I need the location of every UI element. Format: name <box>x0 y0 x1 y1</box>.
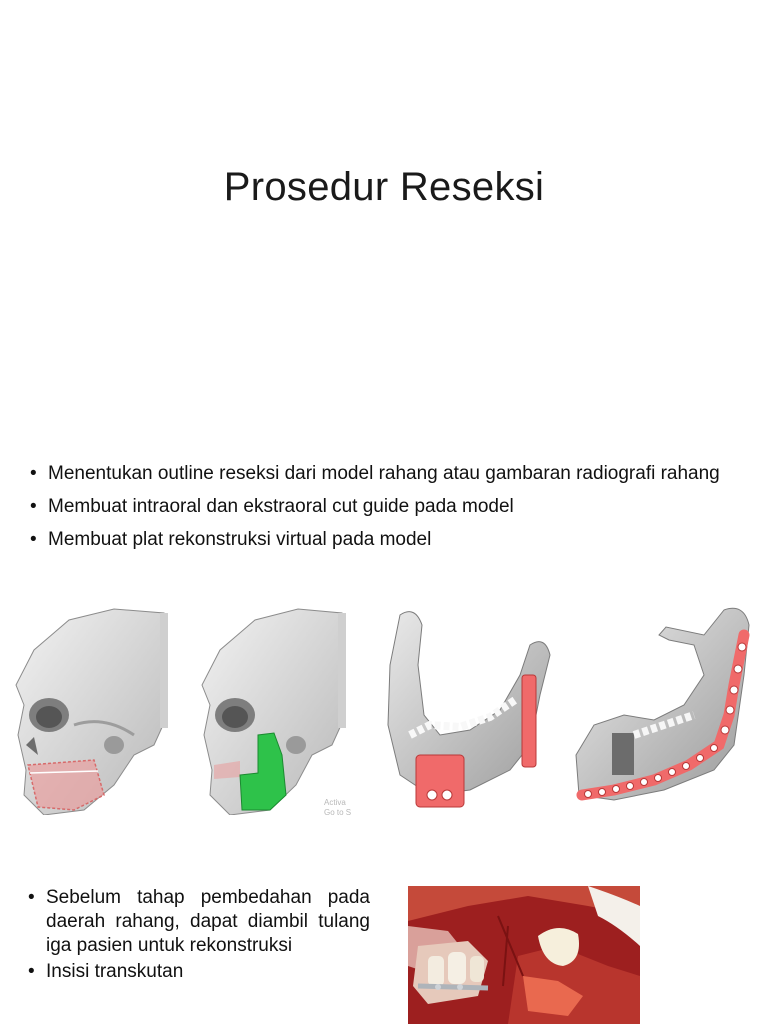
activation-watermark <box>324 798 351 818</box>
surgery-photo-icon <box>408 886 640 1024</box>
skull-cut-guide-icon <box>200 605 350 815</box>
watermark-line: Go to S <box>324 808 352 817</box>
watermark-line: Activa <box>324 798 346 807</box>
bullet-list-secondary <box>28 886 370 986</box>
bullet-item: • Insisi transkutan <box>28 960 370 984</box>
image-gallery <box>14 605 754 815</box>
mandible-plate-icon <box>574 605 754 815</box>
slide-title: Prosedur Reseksi <box>223 165 545 209</box>
bullet-list <box>28 462 738 561</box>
bullet-item: • Menentukan outline reseksi dari model rahang atau gambaran radiografi rahang <box>28 462 738 486</box>
bullet-item: • Sebelum tahap pembedahan pada daerah rahang, dapat diambil tulang iga pasien untuk rekonstruksi <box>28 886 370 958</box>
bullet-item: • Membuat intraoral dan ekstraoral cut guide pada model <box>28 495 738 519</box>
bullet-item: • Membuat plat rekonstruksi virtual pada model <box>28 528 738 552</box>
skull-outline-icon <box>14 605 170 815</box>
mandible-cut-guide-icon <box>380 605 556 815</box>
